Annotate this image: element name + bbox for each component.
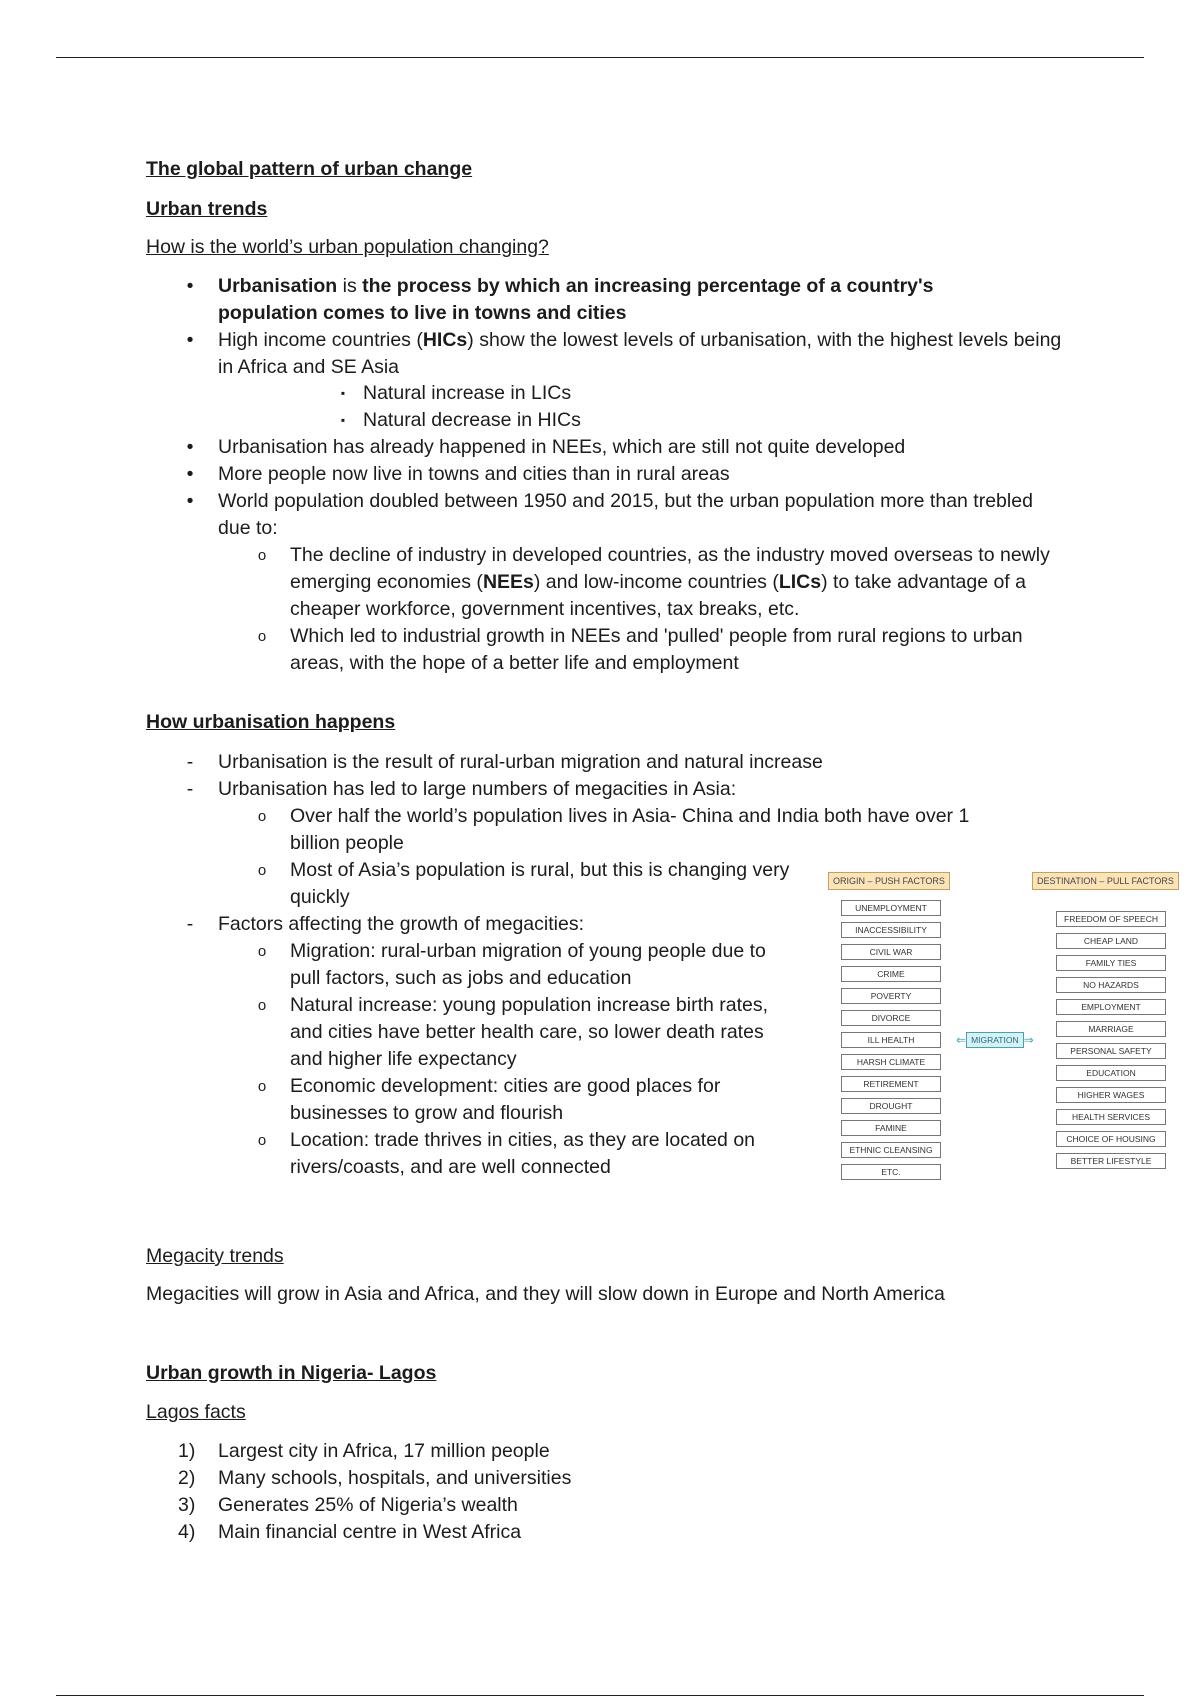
list-item: o The decline of industry in developed countries, as the industry moved overseas to newly emerging economies (NEEs) and low-income countries (LICs) to take advantage of a cheaper workforce, government incentives, tax breaks, etc. xyxy=(290,542,1050,623)
subtitle-lagos-facts: Lagos facts xyxy=(146,1401,246,1423)
list-item: 3) Generates 25% of Nigeria’s wealth xyxy=(218,1492,518,1519)
square-marker: ▪ xyxy=(340,386,346,400)
push-factor: CIVIL WAR xyxy=(841,944,941,960)
list-item: - Urbanisation has led to large numbers of megacities in Asia: xyxy=(218,776,1018,803)
push-factor: POVERTY xyxy=(841,988,941,1004)
arrow-right-icon: ⇒ xyxy=(1023,1033,1034,1047)
list-item: • More people now live in towns and cities than in rural areas xyxy=(218,461,1068,488)
push-factor: DIVORCE xyxy=(841,1010,941,1026)
list-item: o Location: trade thrives in cities, as they are located on rivers/coasts, and are well connected xyxy=(290,1127,790,1181)
bullet-marker: • xyxy=(186,490,194,512)
pull-factor: PERSONAL SAFETY xyxy=(1056,1043,1166,1059)
list-item: o Most of Asia’s population is rural, but this is changing very quickly xyxy=(290,857,790,911)
list-item: • Urbanisation has already happened in NEEs, which are still not quite developed xyxy=(218,434,1068,461)
push-factor: RETIREMENT xyxy=(841,1076,941,1092)
bullet-marker: • xyxy=(186,329,194,351)
list-item: - Factors affecting the growth of megacities: xyxy=(218,911,778,938)
circle-marker: o xyxy=(257,1132,267,1149)
push-factor: UNEMPLOYMENT xyxy=(841,900,941,916)
list-item: ▪ Natural decrease in HICs xyxy=(363,407,581,434)
pull-factor: EDUCATION xyxy=(1056,1065,1166,1081)
definition: the process by which an increasing percentage of a country's population comes to live in towns and cities xyxy=(218,275,934,324)
square-marker: ▪ xyxy=(340,413,346,427)
bullet-marker: • xyxy=(186,275,194,297)
circle-marker: o xyxy=(257,862,267,879)
circle-marker: o xyxy=(257,997,267,1014)
subtitle-urban-trends: Urban trends xyxy=(146,198,268,220)
list-item: o Which led to industrial growth in NEEs and 'pulled' people from rural regions to urban areas, with the hope of a better life and employment xyxy=(290,623,1030,677)
pull-factor: MARRIAGE xyxy=(1056,1021,1166,1037)
migration-arrow xyxy=(956,1032,1034,1048)
push-factor: ETHNIC CLEANSING xyxy=(841,1142,941,1158)
pull-factor: CHEAP LAND xyxy=(1056,933,1166,949)
section-title-global-pattern: The global pattern of urban change xyxy=(146,158,473,180)
list-item: • Urbanisation is the process by which an increasing percentage of a country's population comes to live in towns and cities xyxy=(218,273,1038,327)
circle-marker: o xyxy=(257,1078,267,1095)
circle-marker: o xyxy=(257,943,267,960)
push-factor: HARSH CLIMATE xyxy=(841,1054,941,1070)
push-pull-diagram xyxy=(826,872,1196,1192)
push-factor: FAMINE xyxy=(841,1120,941,1136)
bullet-marker: • xyxy=(186,436,194,458)
list-item: o Economic development: cities are good places for businesses to grow and flourish xyxy=(290,1073,770,1127)
question-heading: How is the world’s urban population changing? xyxy=(146,236,549,258)
dash-marker: - xyxy=(186,778,194,800)
list-item: o Over half the world’s population lives in Asia- China and India both have over 1 billion people xyxy=(290,803,1020,857)
circle-marker: o xyxy=(257,628,267,645)
number-marker: 3) xyxy=(178,1494,196,1516)
pull-factor: CHOICE OF HOUSING xyxy=(1056,1131,1166,1147)
number-marker: 2) xyxy=(178,1467,196,1489)
pull-factor: FAMILY TIES xyxy=(1056,955,1166,971)
bullet-marker: • xyxy=(186,463,194,485)
list-item: • World population doubled between 1950 and 2015, but the urban population more than trebled due to: xyxy=(218,488,1038,542)
pull-factor: FREEDOM OF SPEECH xyxy=(1056,911,1166,927)
term-urbanisation: Urbanisation xyxy=(218,275,338,297)
footer-rule xyxy=(56,1695,1144,1696)
push-factor: ILL HEALTH xyxy=(841,1032,941,1048)
list-item: - Urbanisation is the result of rural-urban migration and natural increase xyxy=(218,749,1018,776)
origin-header: ORIGIN – PUSH FACTORS xyxy=(828,872,950,890)
pull-factor: NO HAZARDS xyxy=(1056,977,1166,993)
list-item: • High income countries (HICs) show the lowest levels of urbanisation, with the highest levels being in Africa and SE Asia xyxy=(218,327,1068,381)
push-factor: DROUGHT xyxy=(841,1098,941,1114)
section-title-megacity-trends: Megacity trends xyxy=(146,1245,284,1267)
list-item: ▪ Natural increase in LICs xyxy=(363,380,571,407)
pull-factor: BETTER LIFESTYLE xyxy=(1056,1153,1166,1169)
number-marker: 4) xyxy=(178,1521,196,1543)
push-factor: CRIME xyxy=(841,966,941,982)
dash-marker: - xyxy=(186,913,194,935)
circle-marker: o xyxy=(257,547,267,564)
pull-factor: HEALTH SERVICES xyxy=(1056,1109,1166,1125)
arrow-left-icon: ⇐ xyxy=(956,1033,967,1047)
list-item: o Natural increase: young population increase birth rates, and cities have better health care, so lower death rates and higher life expectancy xyxy=(290,992,800,1073)
list-item: 2) Many schools, hospitals, and universities xyxy=(218,1465,571,1492)
migration-label: MIGRATION xyxy=(966,1032,1024,1048)
section-title-how-urbanisation: How urbanisation happens xyxy=(146,711,396,733)
dash-marker: - xyxy=(186,751,194,773)
circle-marker: o xyxy=(257,808,267,825)
section-title-lagos: Urban growth in Nigeria- Lagos xyxy=(146,1362,437,1384)
megacity-text: Megacities will grow in Asia and Africa, and they will slow down in Europe and North America xyxy=(146,1283,945,1305)
pull-factor: HIGHER WAGES xyxy=(1056,1087,1166,1103)
list-item: 4) Main financial centre in West Africa xyxy=(218,1519,521,1546)
push-factor: ETC. xyxy=(841,1164,941,1180)
pull-factor: EMPLOYMENT xyxy=(1056,999,1166,1015)
push-factor: INACCESSIBILITY xyxy=(841,922,941,938)
number-marker: 1) xyxy=(178,1440,196,1462)
list-item: o Migration: rural-urban migration of young people due to pull factors, such as jobs and education xyxy=(290,938,800,992)
header-rule xyxy=(56,57,1144,58)
list-item: 1) Largest city in Africa, 17 million people xyxy=(218,1438,550,1465)
destination-header: DESTINATION – PULL FACTORS xyxy=(1032,872,1179,890)
